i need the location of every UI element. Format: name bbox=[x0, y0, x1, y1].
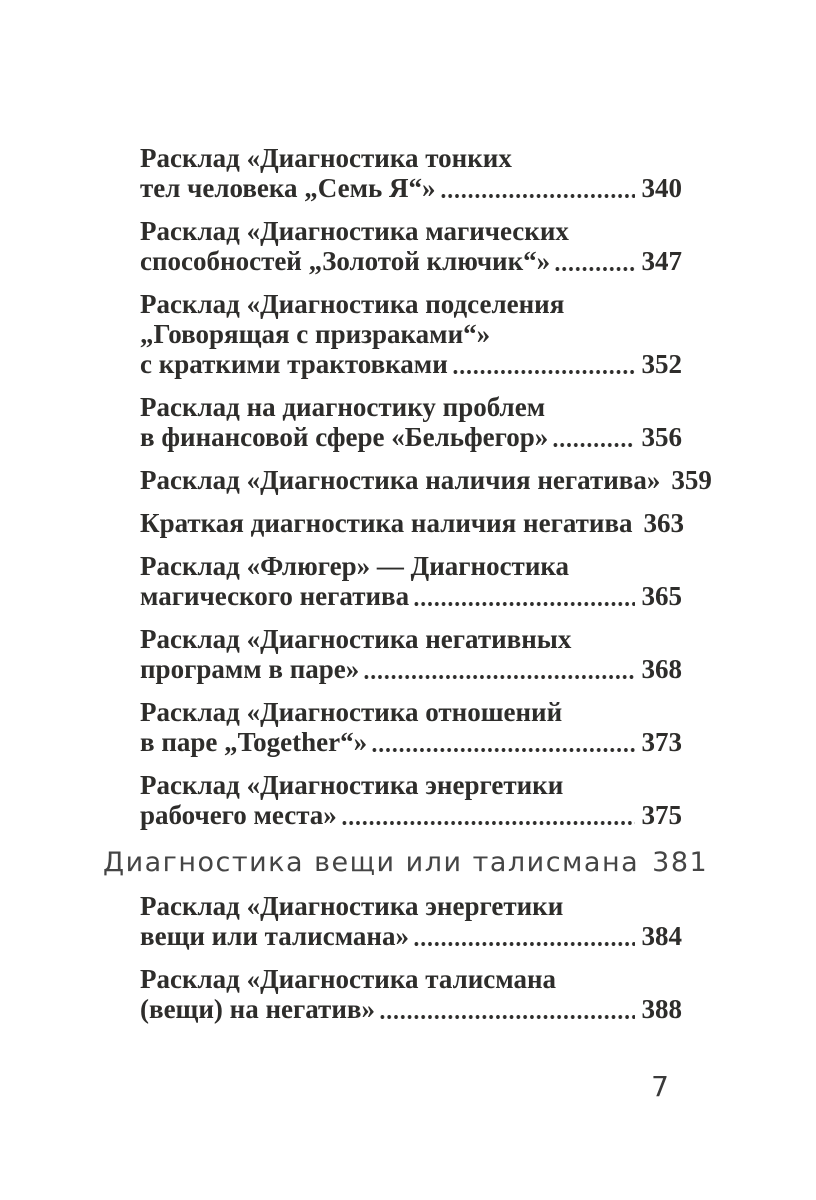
toc-entry-line bbox=[140, 319, 682, 349]
toc-page-ref: 363 bbox=[643, 508, 685, 538]
dot-leader bbox=[554, 246, 634, 276]
toc-entry-text: Расклад «Диагностика магических bbox=[140, 216, 569, 246]
toc-entry-line bbox=[140, 994, 682, 1024]
toc-entry bbox=[140, 964, 682, 1024]
toc-page-ref: 384 bbox=[641, 921, 682, 951]
toc-entry-text: с краткими трактовками bbox=[140, 349, 448, 379]
toc-entry-line bbox=[103, 843, 709, 883]
toc-entry-text: Расклад «Диагностика энергетики bbox=[140, 891, 564, 921]
toc-page-ref: 375 bbox=[641, 800, 682, 830]
dot-leader bbox=[413, 921, 635, 951]
toc-entry-text: тел человека „Семь Я“» bbox=[140, 173, 436, 203]
toc-entry-line bbox=[140, 581, 682, 611]
toc-entry-line bbox=[140, 508, 685, 538]
toc-page-ref: 365 bbox=[641, 581, 682, 611]
toc-entry-text: Расклад на диагностику проблем bbox=[140, 392, 546, 422]
dot-leader bbox=[379, 994, 635, 1024]
toc-entry bbox=[140, 289, 682, 379]
toc-entry bbox=[140, 216, 682, 276]
toc-entry-text: Краткая диагностика наличия негатива bbox=[140, 508, 633, 538]
toc-list bbox=[103, 143, 712, 1037]
toc-entry bbox=[140, 551, 682, 611]
toc-entry-text: вещи или талисмана» bbox=[140, 921, 409, 951]
toc-entry-line bbox=[140, 143, 682, 173]
toc-entry-line bbox=[140, 770, 682, 800]
toc-entry-line bbox=[140, 921, 682, 951]
toc-entry-line bbox=[140, 727, 682, 757]
toc-entry bbox=[140, 508, 685, 538]
toc-section-heading bbox=[103, 843, 709, 883]
toc-entry-text: программ в паре» bbox=[140, 654, 360, 684]
toc-entry-line bbox=[140, 349, 682, 379]
dot-leader bbox=[413, 581, 634, 611]
toc-entry bbox=[140, 143, 682, 203]
toc-entry-text: в финансовой сфере «Бельфегор» bbox=[140, 422, 549, 452]
toc-entry-line bbox=[140, 964, 682, 994]
toc-entry bbox=[140, 891, 682, 951]
toc-entry-line bbox=[140, 422, 682, 452]
toc-entry-text: (вещи) на негатив» bbox=[140, 994, 375, 1024]
toc-entry-line bbox=[140, 465, 712, 495]
dot-leader bbox=[363, 654, 634, 684]
toc-entry-text: Расклад «Диагностика наличия негатива» bbox=[140, 465, 661, 495]
toc-entry bbox=[140, 624, 682, 684]
toc-entry-line bbox=[140, 392, 682, 422]
dot-leader bbox=[552, 422, 634, 452]
toc-page-ref: 356 bbox=[641, 422, 682, 452]
toc-entry-text: Расклад «Флюгер» — Диагностика bbox=[140, 551, 570, 581]
toc-entry-line bbox=[140, 654, 682, 684]
toc-entry bbox=[140, 697, 682, 757]
toc-entry-text: в паре „Together“» bbox=[140, 727, 368, 757]
toc-entry-text: Расклад «Диагностика отношений bbox=[140, 697, 563, 727]
toc-entry-line bbox=[140, 551, 682, 581]
toc-entry-text: Диагностика вещи или талисмана bbox=[103, 847, 640, 878]
toc-entry-text: Расклад «Диагностика энергетики bbox=[140, 770, 564, 800]
toc-entry-line bbox=[140, 624, 682, 654]
toc-page-ref: 388 bbox=[641, 994, 682, 1024]
toc-page-ref: 359 bbox=[671, 465, 712, 495]
toc-entry-text: „Говорящая с призраками“» bbox=[140, 319, 491, 349]
toc-entry-text: способностей „Золотой ключик“» bbox=[140, 246, 551, 276]
toc-entry-line bbox=[140, 891, 682, 921]
toc-page-ref: 340 bbox=[641, 173, 682, 203]
toc-entry-text: Расклад «Диагностика талисмана bbox=[140, 964, 557, 994]
page-number: 7 bbox=[651, 1070, 669, 1103]
toc-entry-text: Расклад «Диагностика негативных bbox=[140, 624, 572, 654]
toc-page-ref: 347 bbox=[641, 246, 682, 276]
dot-leader bbox=[440, 173, 635, 203]
toc-page-ref: 352 bbox=[641, 349, 682, 379]
toc-entry-line bbox=[140, 800, 682, 830]
toc-entry-line bbox=[140, 246, 682, 276]
toc-entry-line bbox=[140, 289, 682, 319]
toc-entry-line bbox=[140, 173, 682, 203]
toc-entry-text: Расклад «Диагностика тонких bbox=[140, 143, 512, 173]
toc-page-ref: 373 bbox=[641, 727, 682, 757]
toc-entry-line bbox=[140, 697, 682, 727]
dot-leader bbox=[341, 800, 635, 830]
toc-entry-text: магического негатива bbox=[140, 581, 410, 611]
toc-entry bbox=[140, 465, 712, 495]
toc-entry-text: рабочего места» bbox=[140, 800, 337, 830]
dot-leader bbox=[371, 727, 634, 757]
toc-page-ref: 368 bbox=[641, 654, 682, 684]
toc-page-ref: 381 bbox=[652, 847, 709, 878]
toc-entry bbox=[140, 770, 682, 830]
toc-entry-text: Расклад «Диагностика подселения bbox=[140, 289, 565, 319]
toc-entry-line bbox=[140, 216, 682, 246]
dot-leader bbox=[452, 349, 635, 379]
toc-entry bbox=[140, 392, 682, 452]
